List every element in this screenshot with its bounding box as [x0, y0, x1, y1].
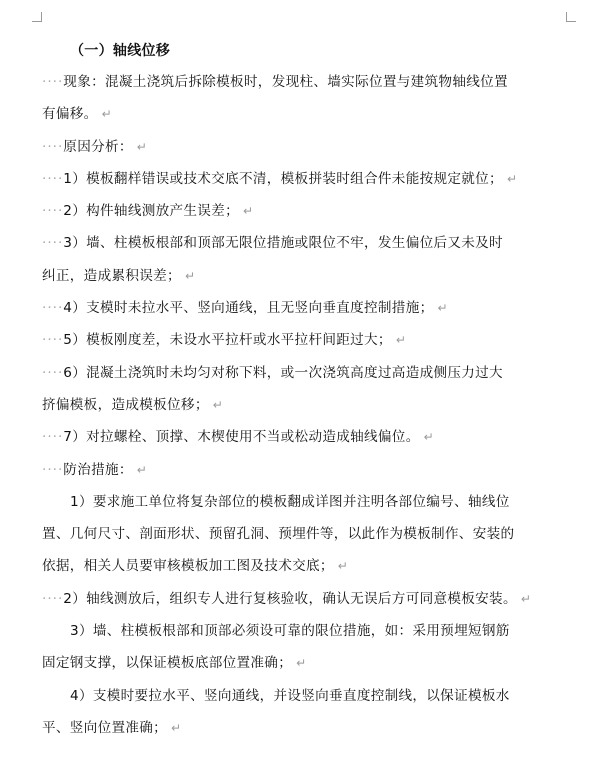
line-text: 7）对拉螺栓、顶撑、木楔使用不当或松动造成轴线偏位。 [63, 429, 420, 446]
paragraph-mark-icon: ↵ [171, 720, 182, 735]
text-line [42, 227, 564, 259]
text-line [42, 421, 564, 453]
line-text: 平、竖向位置准确； [42, 719, 168, 736]
line-text: 4）支模时要拉水平、竖向通线，并设竖向垂直度控制线，以保证模板水 [70, 687, 510, 704]
paragraph-mark-icon: ↵ [242, 204, 254, 219]
line-text: 1）要求施工单位将复杂部位的模板翻成详图并注明各部位编号、轴线位 [70, 493, 510, 510]
text-line [42, 163, 564, 195]
indent-dots: ···· [42, 170, 64, 187]
text-line [42, 518, 564, 550]
line-text: 3）墙、柱模板根部和顶部无限位措施或限位不牢，发生偏位后又未及时 [63, 235, 503, 252]
line-text: 有偏移。 [42, 106, 98, 123]
line-text: 置、几何尺寸、剖面形状、预留孔洞、预埋件等，以此作为模板制作、安装的 [42, 526, 515, 543]
text-line [42, 389, 564, 421]
paragraph-mark-icon: ↵ [184, 268, 196, 283]
indent-dots: ···· [42, 235, 64, 252]
indent-dots: ···· [42, 332, 64, 349]
indent-dots: ···· [42, 429, 64, 446]
line-text: 3）墙、柱模板根部和顶部必须设可靠的限位措施，如：采用预埋短钢筋 [70, 623, 510, 640]
line-text: 依据，相关人员要审核模板加工图及技术交底； [42, 558, 334, 575]
indent-dots: ···· [42, 300, 64, 317]
paragraph-mark-icon: ↵ [437, 301, 448, 316]
paragraph-mark-icon: ↵ [395, 333, 407, 348]
text-line [42, 486, 564, 518]
text-line [42, 647, 564, 679]
text-line [42, 712, 564, 744]
text-line [42, 324, 564, 356]
line-text: 固定钢支撑，以保证模板底部位置准确； [42, 655, 293, 672]
text-line [42, 260, 564, 292]
line-text: 原因分析： [63, 138, 133, 155]
line-text: 4）支模时未拉水平、竖向通线，且无竖向垂直度控制措施； [63, 300, 434, 317]
paragraph-mark-icon: ↵ [520, 591, 532, 606]
line-text: 5）模板刚度差，未设水平拉杆或水平拉杆间距过大； [63, 332, 392, 349]
text-line [42, 292, 564, 324]
text-line [42, 550, 564, 582]
line-text: 6）混凝土浇筑时未均匀对称下料，或一次浇筑高度过高造成侧压力过大 [63, 364, 503, 381]
document-body [42, 36, 564, 744]
margin-corner-top-left [32, 12, 42, 22]
text-line [42, 195, 564, 227]
paragraph-mark-icon: ↵ [136, 139, 148, 154]
line-text: 挤偏模板，造成模板位移； [42, 396, 209, 413]
text-line [42, 357, 564, 389]
paragraph-mark-icon: ↵ [506, 171, 518, 186]
line-text: 现象：混凝土浇筑后拆除模板时，发现柱、墙实际位置与建筑物轴线位置 [63, 74, 508, 90]
text-line [42, 66, 564, 98]
margin-corner-top-right [566, 12, 576, 22]
paragraph-mark-icon: ↵ [101, 107, 112, 122]
indent-dots: ···· [42, 461, 64, 478]
text-line [42, 680, 564, 712]
indent-dots: ···· [42, 590, 64, 607]
text-line [42, 583, 564, 615]
paragraph-mark-icon: ↵ [296, 656, 307, 671]
text-line [42, 615, 564, 647]
paragraph-mark-icon: ↵ [136, 462, 148, 477]
paragraph-mark-icon: ↵ [423, 430, 434, 445]
text-line [42, 454, 564, 486]
paragraph-mark-icon: ↵ [212, 397, 224, 412]
text-line [42, 98, 564, 130]
indent-dots: ···· [42, 74, 64, 90]
paragraph-lines [42, 66, 564, 744]
indent-dots: ···· [42, 364, 64, 381]
paragraph-mark-icon: ↵ [337, 559, 349, 574]
indent-dots: ···· [42, 138, 64, 155]
indent-dots: ···· [42, 203, 64, 220]
line-text: 2）轴线测放后，组织专人进行复核验收，确认无误后方可同意模板安装。 [63, 590, 517, 607]
line-text: 1）模板翻样错误或技术交底不清，模板拼装时组合件未能按规定就位； [63, 170, 503, 187]
line-text: 2）构件轴线测放产生误差； [63, 203, 239, 220]
line-text: 纠正，造成累积误差； [42, 267, 181, 284]
section-title: （一）轴线位移 [70, 43, 171, 59]
text-line [42, 131, 564, 163]
line-text: 防治措施： [63, 461, 133, 478]
